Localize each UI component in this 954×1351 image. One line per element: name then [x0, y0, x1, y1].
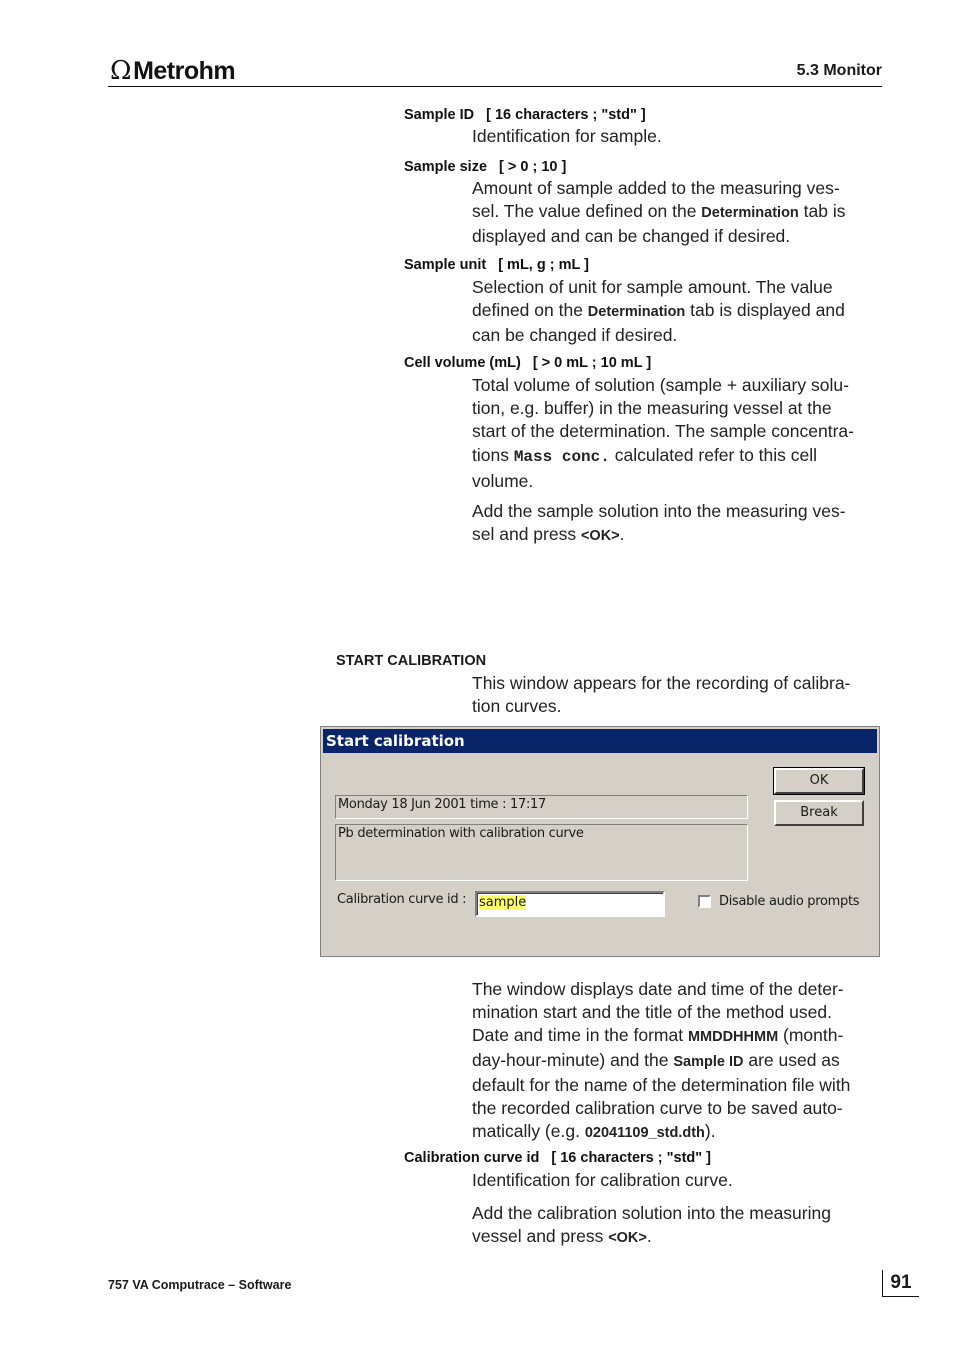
section-title: 5.3 Monitor — [796, 62, 882, 79]
ok-button[interactable]: OK — [774, 768, 864, 794]
param-range: [ 16 characters ; "std" ] — [551, 1150, 711, 1166]
disable-audio-checkbox[interactable] — [698, 895, 711, 908]
break-button[interactable]: Break — [774, 800, 864, 826]
param-name: Cell volume (mL) — [404, 355, 521, 371]
curve-id-label: Calibration curve id : — [337, 892, 467, 907]
param-name: Sample ID — [404, 107, 475, 123]
curve-id-value: sample — [479, 895, 527, 910]
header-rule — [108, 86, 882, 87]
start-calibration-dialog — [320, 726, 880, 957]
dialog-explanation: The window displays date and time of the deter- mination start and the title of the method used. Date and time in the format MMDDHHMM (month- day-hour-minute) and the Sample ID are used as default for the name of the determination file with the recorded calibration curve to be saved auto- matically (e.g. 02041109_std.dth). — [472, 979, 851, 1141]
param-desc: Amount of sample added to the measuring ves- sel. The value defined on the Determination tab is displayed and can be changed if desired. — [472, 178, 846, 246]
param-range: [ > 0 mL ; 10 mL ] — [532, 355, 652, 371]
param-calibration-curve-id — [404, 1150, 711, 1166]
start-calibration-intro: This window appears for the recording of calibra- tion curves. — [472, 673, 851, 716]
datetime-display: Monday 18 Jun 2001 time : 17:17 — [335, 795, 748, 819]
logo-text: Metrohm — [133, 57, 236, 85]
param-sample-id — [404, 107, 646, 123]
footer-doc-title: 757 VA Computrace – Software — [108, 1278, 292, 1292]
start-calibration-heading: START CALIBRATION — [336, 653, 487, 669]
metrohm-logo — [110, 56, 235, 86]
add-sample-instruction: Add the sample solution into the measuring ves- sel and press <OK>. — [472, 501, 846, 544]
param-cell-volume — [404, 355, 651, 371]
dialog-titlebar: Start calibration — [323, 729, 877, 753]
param-desc: Identification for sample. — [472, 126, 662, 146]
param-range: [ > 0 ; 10 ] — [499, 159, 567, 175]
page-number: 91 — [882, 1270, 919, 1297]
param-desc: Selection of unit for sample amount. The value defined on the Determination tab is displayed and can be changed if desired. — [472, 277, 845, 345]
param-sample-unit — [404, 257, 589, 273]
param-name: Sample unit — [404, 257, 487, 273]
method-title-display: Pb determination with calibration curve — [335, 824, 748, 881]
param-sample-size — [404, 159, 566, 175]
param-name: Sample size — [404, 159, 488, 175]
param-desc: Total volume of solution (sample + auxiliary solu- tion, e.g. buffer) in the measuring vessel at the start of the determination. The sample concentra- tions Mass conc. calculated refer to this cell volume. — [472, 375, 854, 491]
param-range: [ 16 characters ; "std" ] — [486, 107, 646, 123]
param-desc: Identification for calibration curve. — [472, 1170, 733, 1190]
code-mass-conc: Mass conc. — [513, 448, 610, 466]
param-range: [ mL, g ; mL ] — [498, 257, 589, 273]
add-calibration-instruction: Add the calibration solution into the measuring vessel and press <OK>. — [472, 1203, 831, 1246]
disable-audio-label: Disable audio prompts — [719, 894, 860, 909]
omega-logo-icon: Ω — [110, 56, 132, 86]
curve-id-input[interactable] — [475, 891, 665, 917]
param-name: Calibration curve id — [404, 1150, 540, 1166]
